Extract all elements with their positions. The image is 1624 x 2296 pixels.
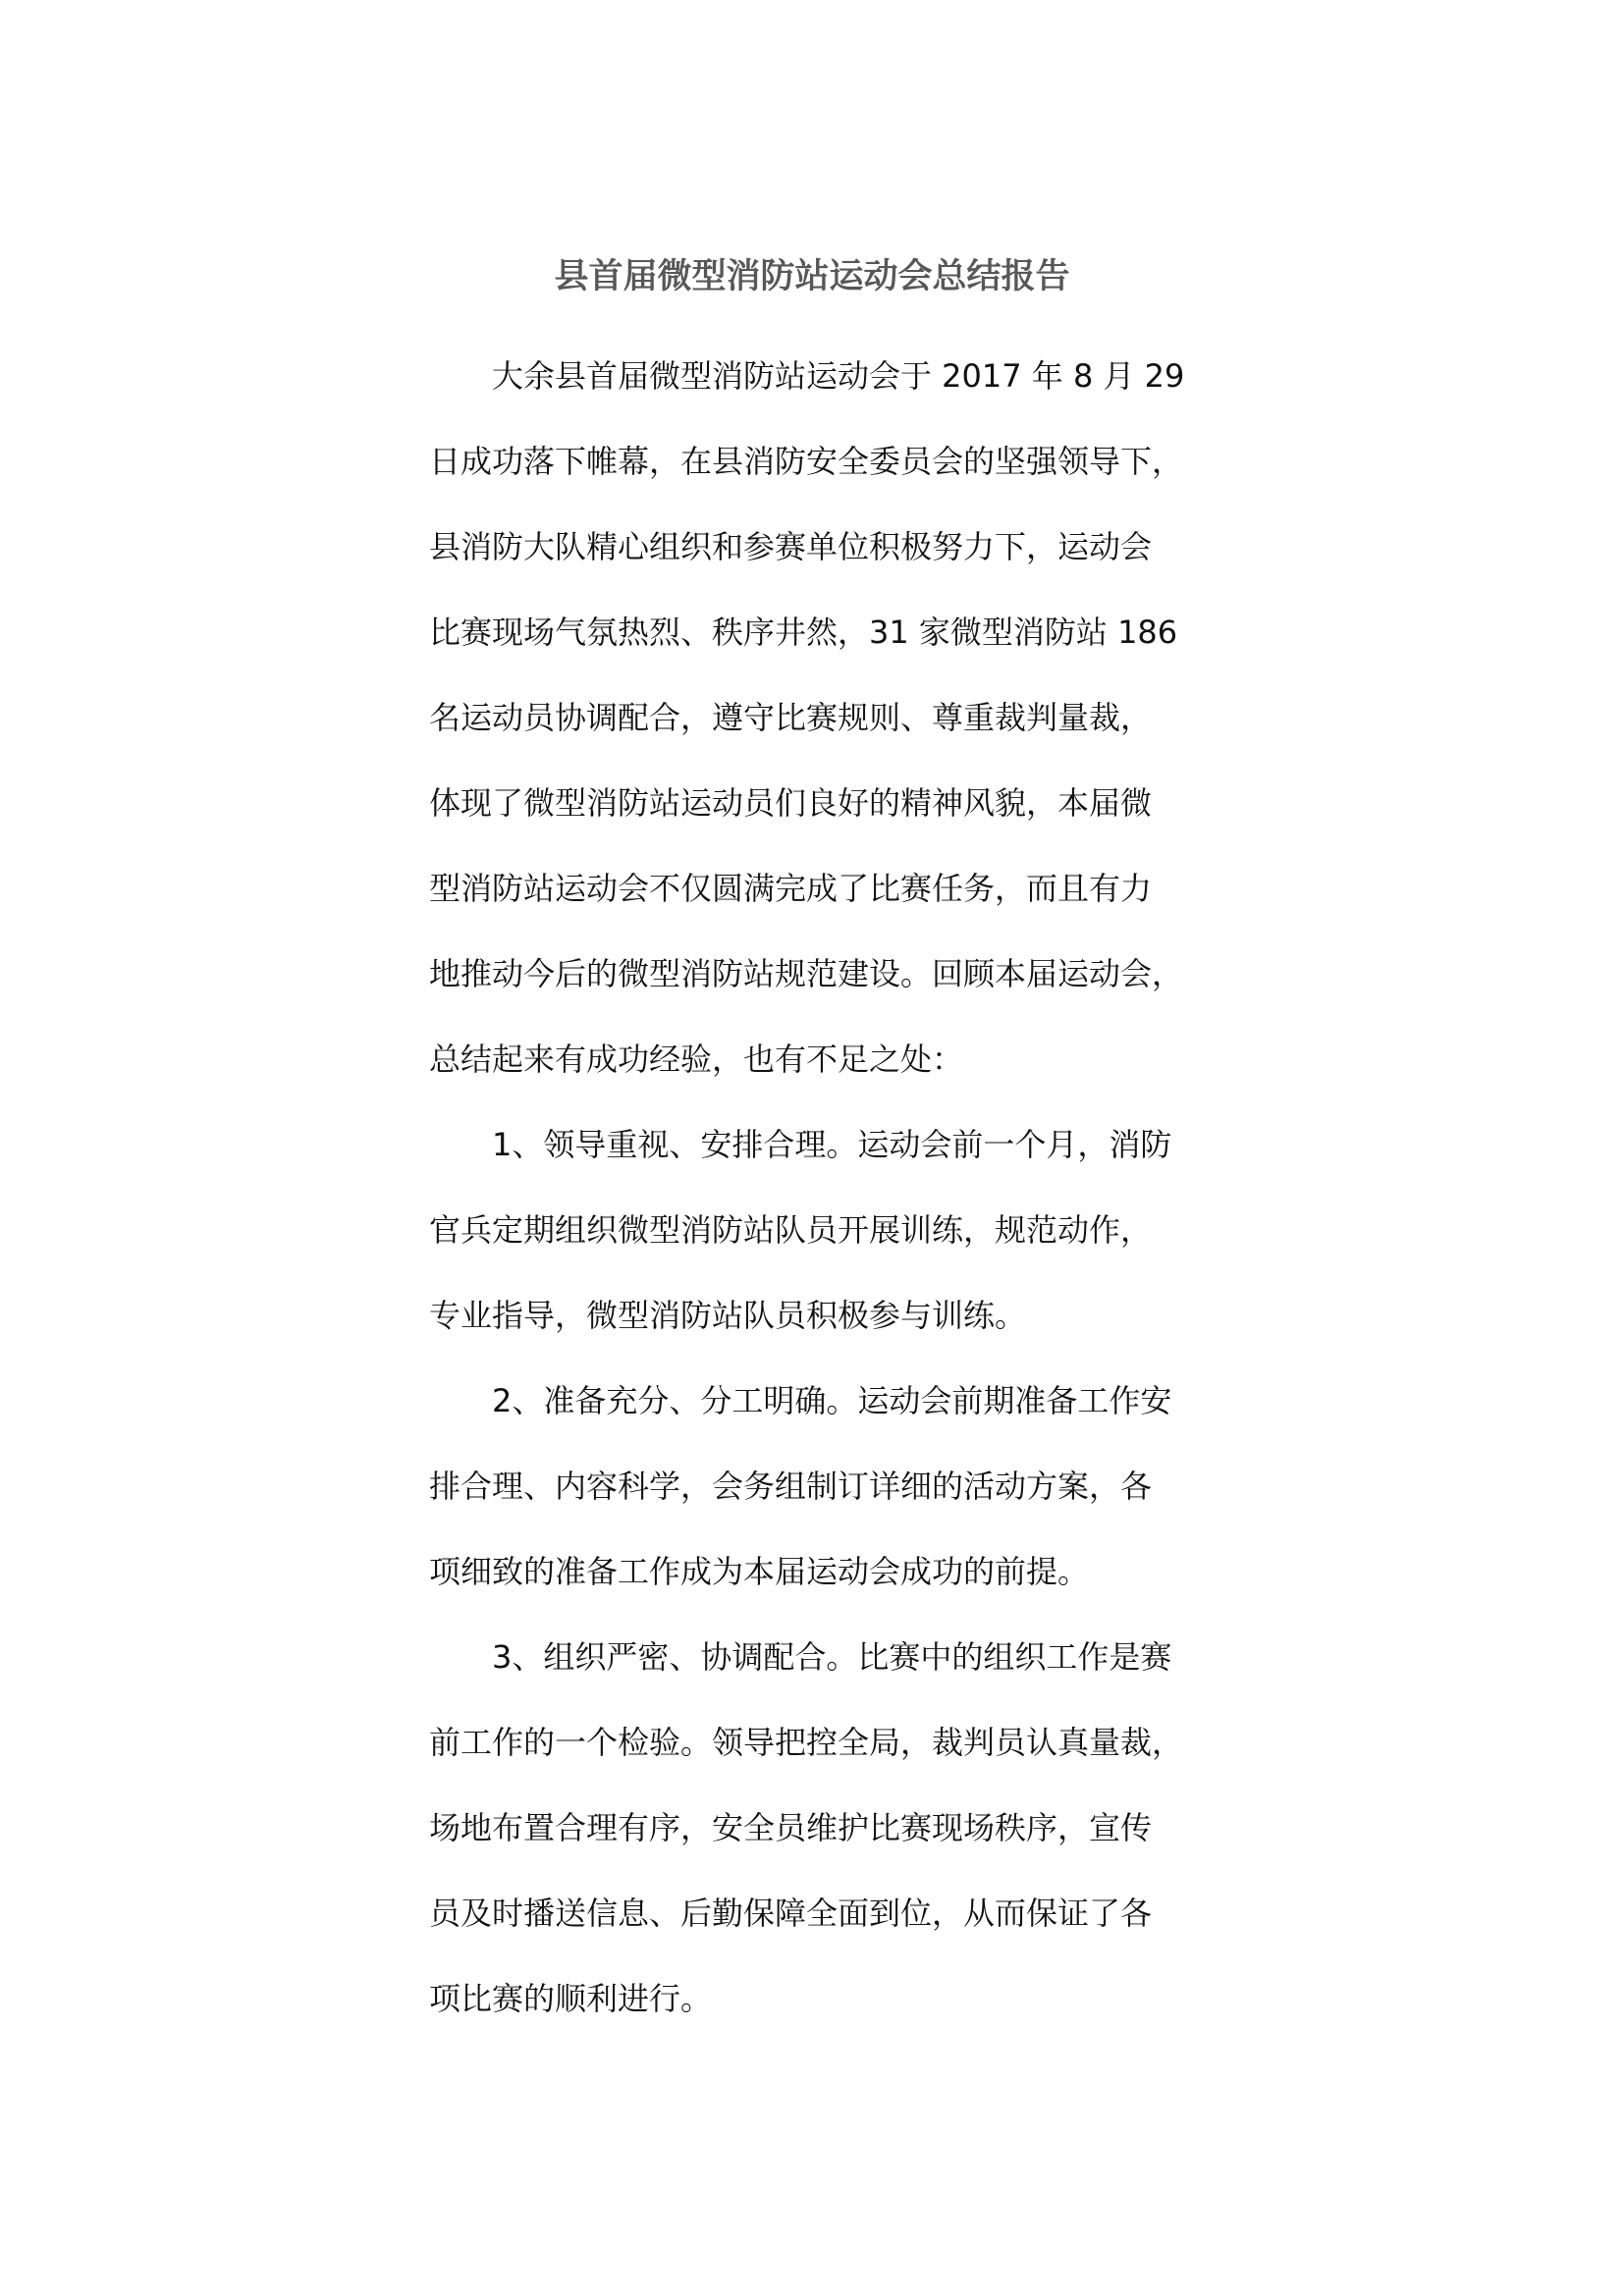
text-line: 县消防大队精心组织和参赛单位积极努力下，运动会 [429, 528, 1153, 565]
text-line: 名运动员协调配合，遵守比赛规则、尊重裁判量裁， [429, 699, 1153, 736]
text-line: 型消防站运动会不仅圆满完成了比赛任务，而且有力 [429, 870, 1153, 907]
text-line: 排合理、内容科学，会务组制订详细的活动方案，各 [429, 1468, 1153, 1505]
text-line: 项比赛的顺利进行。 [429, 1980, 713, 2017]
text-line: 场地布置合理有序，安全员维护比赛现场秩序，宣传 [429, 1809, 1153, 1846]
text-line: 前工作的一个检验。领导把控全局，裁判员认真量裁， [429, 1724, 1184, 1761]
text-line: 官兵定期组织微型消防站队员开展训练，规范动作， [429, 1211, 1153, 1249]
text-line: 1、领导重视、安排合理。运动会前一个月，消防 [492, 1126, 1172, 1163]
text-line: 比赛现场气氛热烈、秩序井然，31 家微型消防站 186 [429, 614, 1178, 651]
text-line: 地推动今后的微型消防站规范建设。回顾本届运动会， [429, 955, 1184, 992]
document-title: 县首届微型消防站运动会总结报告 [554, 257, 1070, 296]
paragraph-point-1 [429, 1102, 1215, 1359]
paragraph-point-2 [429, 1359, 1215, 1615]
text-line: 2、准备充分、分工明确。运动会前期准备工作安 [492, 1382, 1172, 1419]
text-line: 员及时播送信息、后勤保障全面到位，从而保证了各 [429, 1895, 1153, 1932]
paragraph-intro [429, 334, 1215, 1102]
text-line: 大余县首届微型消防站运动会于 2017 年 8 月 29 [492, 357, 1185, 395]
text-line: 专业指导，微型消防站队员积极参与训练。 [429, 1297, 1027, 1334]
text-line: 体现了微型消防站运动员们良好的精神风貌，本届微 [429, 784, 1153, 822]
paragraph-point-3 [429, 1615, 1215, 2042]
text-line: 项细致的准备工作成为本届运动会成功的前提。 [429, 1553, 1090, 1590]
text-line: 3、组织严密、协调配合。比赛中的组织工作是赛 [492, 1638, 1172, 1676]
text-line: 日成功落下帷幕，在县消防安全委员会的坚强领导下， [429, 443, 1184, 480]
text-line: 总结起来有成功经验，也有不足之处： [429, 1041, 964, 1078]
document-body [429, 334, 1215, 2042]
